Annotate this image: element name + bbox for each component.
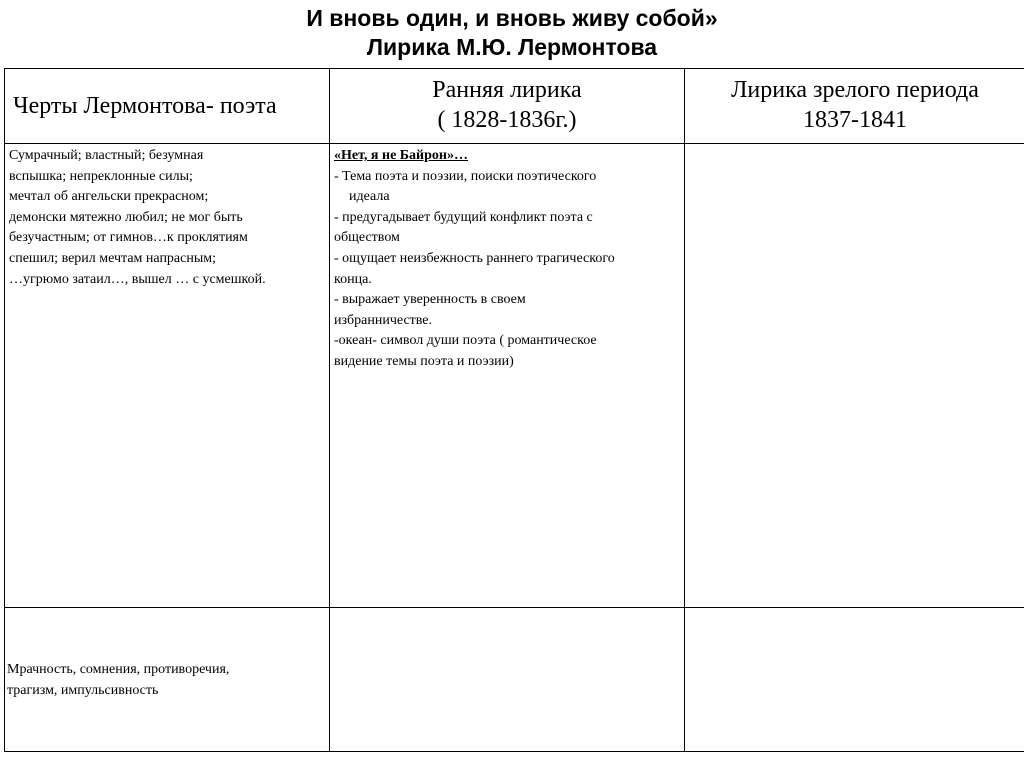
cell-poet-traits-list xyxy=(5,144,330,608)
header-early-lyrics-years: ( 1828-1836г.) xyxy=(437,107,577,133)
lermontov-lyrics-table xyxy=(4,68,1024,752)
cell-mature-lyrics-empty xyxy=(685,144,1024,608)
trait-line: …угрюмо затаил…, вышел … с усмешкой. xyxy=(9,271,266,287)
poem-title: «Нет, я не Байрон»… xyxy=(334,148,468,163)
trait-line: безучастным; от гимнов…к проклятиям xyxy=(9,230,248,246)
note-line: конца. xyxy=(334,271,372,287)
summary-line: трагизм, импульсивность xyxy=(7,682,159,698)
header-poet-traits: Черты Лермонтова- поэта xyxy=(5,69,330,144)
summary-line: Мрачность, сомнения, противоречия, xyxy=(7,661,230,677)
cell-mature-summary-empty xyxy=(685,608,1024,752)
note-line: избранничестве. xyxy=(334,312,433,328)
note-line: видение темы поэта и поэзии) xyxy=(334,353,514,369)
note-line: обществом xyxy=(334,230,400,246)
note-line: - Тема поэта и поэзии, поиски поэтического xyxy=(334,168,597,184)
header-mature-lyrics xyxy=(685,69,1024,144)
trait-line: вспышка; непреклонные силы; xyxy=(9,168,193,184)
note-line: - ощущает неизбежность раннего трагического xyxy=(334,250,615,266)
slide-title xyxy=(0,4,1024,62)
trait-line: мечтал об ангельски прекрасном; xyxy=(9,189,209,205)
header-early-lyrics-label: Ранняя лирика xyxy=(432,77,582,103)
trait-line: Сумрачный; властный; безумная xyxy=(9,148,204,163)
table-row xyxy=(5,608,1024,752)
note-line: - выражает уверенность в своем xyxy=(334,292,526,308)
header-early-lyrics xyxy=(330,69,685,144)
header-mature-lyrics-label: Лирика зрелого периода xyxy=(731,77,979,103)
note-line: идеала xyxy=(349,189,390,205)
title-subject-line: Лирика М.Ю. Лермонтова xyxy=(366,34,658,60)
trait-line: спешил; верил мечтам напрасным; xyxy=(9,250,217,266)
trait-line: демонски мятежно любил; не мог быть xyxy=(9,209,243,225)
cell-early-summary-empty xyxy=(330,608,685,752)
note-line: -океан- символ души поэта ( романтическое xyxy=(334,333,597,349)
cell-poet-summary xyxy=(5,608,330,752)
cell-early-lyrics-notes xyxy=(330,144,685,608)
table-row xyxy=(5,144,1024,608)
note-line: - предугадывает будущий конфликт поэта с xyxy=(334,209,593,225)
table-header-row xyxy=(5,69,1024,144)
title-quote-line: И вновь один, и вновь живу собой» xyxy=(306,5,718,31)
header-mature-lyrics-years: 1837-1841 xyxy=(803,107,907,133)
